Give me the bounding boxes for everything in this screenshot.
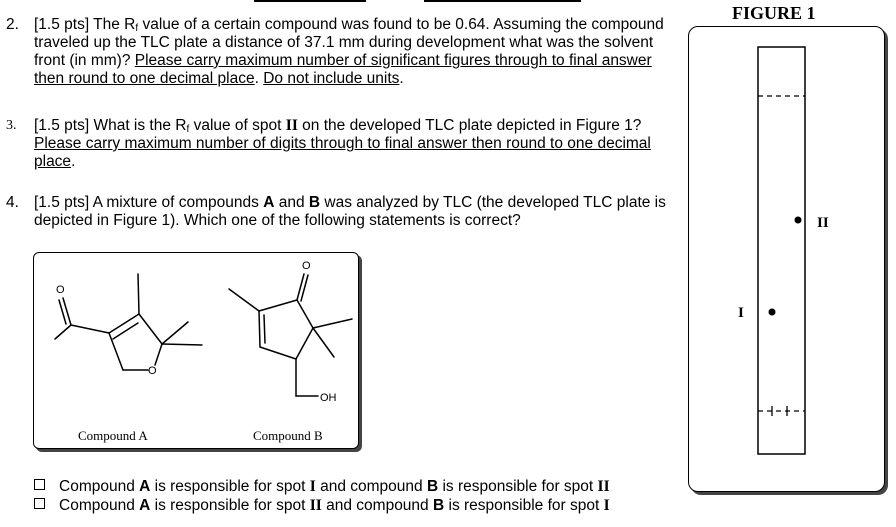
compound-a-ring-double-inner	[113, 323, 138, 339]
choice-text	[59, 478, 610, 495]
text-run: II	[285, 117, 298, 134]
spot-two	[795, 217, 802, 224]
figure-title: FIGURE 1	[732, 3, 816, 23]
structures-drawing	[34, 253, 358, 448]
compound-b-ring-double-inner	[264, 315, 265, 343]
compound-b-ring-bond-3	[260, 347, 296, 359]
compound-a-gem-methyl-1	[162, 322, 188, 344]
top-rule-right	[424, 0, 581, 2]
question-2	[0, 16, 680, 92]
text-run: [1.5 pts] What is the R	[34, 117, 187, 134]
text-run: is responsible for spot	[444, 497, 604, 514]
compound-b-hydroxyl: OH	[320, 392, 337, 404]
question-number: 4.	[6, 194, 19, 211]
text-run: is responsible for spot	[150, 497, 310, 514]
text-run: B	[308, 194, 321, 211]
text-run: and compound	[321, 497, 433, 514]
text-run: f	[186, 124, 190, 135]
compound-a-carbonyl-o: O	[56, 284, 65, 296]
text-run: f	[135, 23, 139, 34]
compound-a-ring-o-bond	[155, 344, 162, 365]
compound-b-ring-bond-2	[296, 328, 313, 359]
text-run: value of spot	[189, 117, 286, 134]
tlc-plate-figure	[689, 27, 884, 491]
compound-a-acetyl-bond	[71, 325, 109, 333]
spot-two-label: II	[817, 215, 829, 231]
text-run: and compound	[315, 478, 427, 495]
compound-b-gem-methyl-2	[313, 328, 334, 357]
compound-b-ring-double	[259, 311, 260, 347]
question-3	[0, 117, 680, 173]
checkbox[interactable]	[34, 479, 45, 490]
text-run: and	[274, 194, 309, 211]
tlc-plate	[758, 47, 805, 454]
compound-a-ring-double-bond	[109, 314, 139, 333]
text-run: .	[399, 70, 404, 87]
compound-a-carbonyl	[63, 298, 71, 325]
structures-panel	[33, 252, 359, 449]
compound-a-methyl-bond	[55, 325, 71, 339]
text-run: on the developed TLC plate depicted in Figure 1?	[297, 117, 642, 134]
compound-b-ring-ketone-bond	[259, 300, 297, 311]
question-4	[0, 194, 680, 234]
text-run: II	[309, 497, 322, 514]
spot-one-label: I	[738, 305, 744, 321]
compound-b-ring-bond	[297, 300, 313, 328]
text-run: is responsible for spot	[150, 478, 310, 495]
text-run: [1.5 pts] The R	[34, 16, 136, 33]
checkbox[interactable]	[34, 498, 45, 509]
text-run: B	[426, 478, 439, 495]
text-run: Do not include units	[263, 70, 400, 87]
compound-a-ring-bond	[139, 314, 162, 344]
text-run: I	[309, 478, 316, 495]
spot-one	[769, 309, 776, 316]
text-run: A	[263, 194, 275, 211]
compound-b-gem-methyl-1	[313, 319, 352, 328]
choice-text	[59, 497, 610, 514]
compound-b-label: Compound B	[253, 428, 323, 443]
compound-b-carbonyl-o: O	[302, 260, 311, 272]
question-number: 2.	[6, 16, 19, 33]
text-run: [1.5 pts] A mixture of compounds	[34, 194, 264, 211]
compound-b-methyl-bond	[229, 289, 259, 311]
compound-a-label: Compound A	[78, 428, 148, 443]
compound-a-methyl-top	[138, 274, 139, 314]
answer-choice-1[interactable]	[34, 478, 610, 496]
text-run: A	[139, 497, 151, 514]
text-run: .	[71, 153, 76, 170]
text-run: is responsible for spot	[438, 478, 598, 495]
question-text	[34, 194, 674, 230]
text-run: was analyzed by TLC (the developed TLC plate is depicted in Figure 1). Which one of the following statements is correct?	[34, 194, 666, 229]
text-run: Please carry maximum number of significant figures through to final answer then round to one decimal place	[34, 52, 652, 87]
text-run: I	[603, 497, 610, 514]
figure-panel	[688, 26, 885, 492]
compound-a-ring-bond-2	[109, 333, 123, 370]
text-run: Compound	[59, 497, 140, 514]
text-run: A	[139, 478, 151, 495]
question-number: 3.	[6, 118, 17, 133]
text-run: II	[597, 478, 610, 495]
answer-choice-2[interactable]	[34, 497, 610, 515]
text-run: Please carry maximum number of digits through to final answer then round to one decimal place	[34, 135, 651, 170]
compound-a-ring-o: O	[148, 365, 157, 377]
question-text	[34, 117, 674, 171]
compound-a-gem-methyl-2	[162, 344, 202, 345]
text-run: value of a certain compound was found to be 0.64. Assuming the compound traveled up the TLC plate a distance of 37.1 mm during development what was the solvent front (in mm)?	[34, 16, 664, 69]
question-text	[34, 16, 674, 88]
top-rule-left	[254, 0, 366, 2]
text-run: Compound	[59, 478, 140, 495]
text-run: .	[254, 70, 264, 87]
text-run: B	[432, 497, 445, 514]
